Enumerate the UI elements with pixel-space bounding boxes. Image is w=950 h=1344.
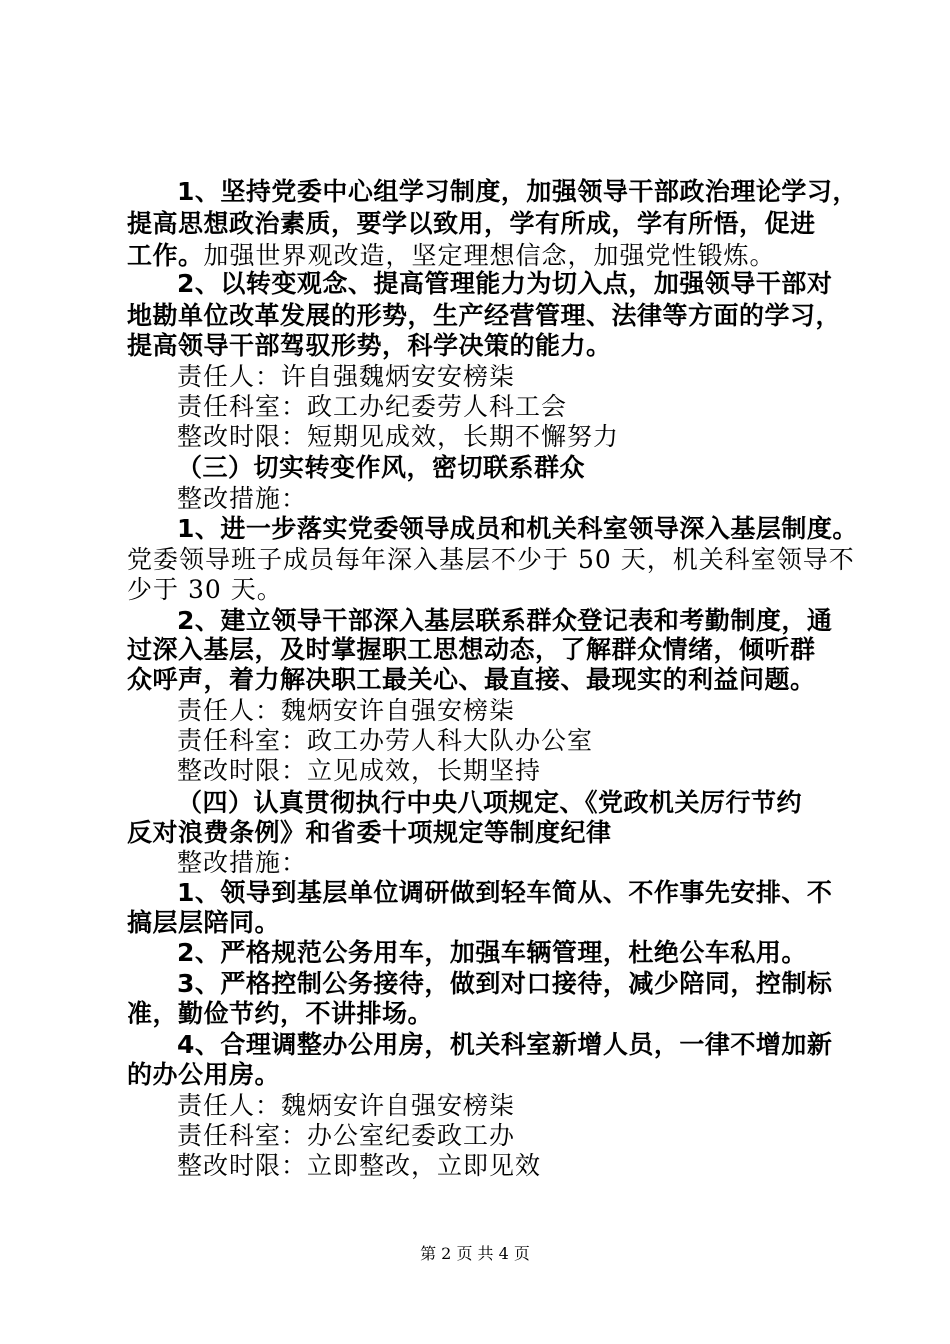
paragraph-line: 准，勤俭节约，不讲排场。 [127, 999, 434, 1028]
section-heading: （四）认真贯彻执行中央八项规定、《党政机关厉行节约 [177, 788, 803, 817]
paragraph-line: 众呼声，着力解决职工最关心、最直接、最现实的利益问题。 [127, 665, 816, 694]
paragraph-line: 2、严格规范公务用车，加强车辆管理，杜绝公车私用。 [177, 938, 807, 967]
paragraph-line: 少于 30 天。 [127, 575, 283, 604]
paragraph-line: 4、合理调整办公用房，机关科室新增人员，一律不增加新 [177, 1030, 833, 1059]
paragraph-line: 提高思想政治素质，要学以致用，学有所成，学有所悟，促进 [127, 209, 816, 238]
paragraph-line: 3、严格控制公务接待，做到对口接待，减少陪同，控制标 [177, 969, 833, 998]
paragraph-line-bold-part: 工作。 [127, 241, 204, 270]
paragraph-line: 过深入基层，及时掌握职工思想动态，了解群众情绪，倾听群 [127, 635, 816, 664]
paragraph-line: 地勘单位改革发展的形势，生产经营管理、法律等方面的学习， [127, 301, 842, 330]
paragraph-line [127, 240, 847, 271]
responsible-department: 责任科室：政工办劳人科大队办公室 [177, 726, 594, 755]
page-number-footer: 第 2 页 共 4 页 [420, 1244, 530, 1263]
paragraph-line: 提高领导干部驾驭形势，科学决策的能力。 [127, 331, 612, 360]
measures-label: 整改措施： [177, 848, 308, 877]
measures-label: 整改措施： [177, 484, 308, 513]
responsible-person: 责任人：魏炳安许自强安榜柒 [177, 696, 516, 725]
deadline: 整改时限：立见成效，长期坚持 [177, 756, 542, 785]
paragraph-line: 2、建立领导干部深入基层联系群众登记表和考勤制度，通 [177, 606, 833, 635]
responsible-department: 责任科室：办公室纪委政工办 [177, 1121, 516, 1150]
paragraph-line: 党委领导班子成员每年深入基层不少于 50 天，机关科室领导不 [127, 545, 855, 574]
responsible-department: 责任科室：政工办纪委劳人科工会 [177, 392, 568, 421]
deadline: 整改时限：短期见成效，长期不懈努力 [177, 422, 620, 451]
paragraph-line: 1、进一步落实党委领导成员和机关科室领导深入基层制度。 [177, 514, 858, 543]
deadline: 整改时限：立即整改，立即见效 [177, 1151, 542, 1180]
paragraph-line: 搞层层陪同。 [127, 908, 281, 937]
responsible-person: 责任人：魏炳安许自强安榜柒 [177, 1091, 516, 1120]
paragraph-line: 2、以转变观念、提高管理能力为切入点，加强领导干部对 [177, 269, 833, 298]
paragraph-line: 的办公用房。 [127, 1060, 281, 1089]
responsible-person: 责任人：许自强魏炳安安榜柒 [177, 362, 516, 391]
paragraph-line: 1、领导到基层单位调研做到轻车简从、不作事先安排、不 [177, 878, 833, 907]
paragraph-line: 1、坚持党委中心组学习制度，加强领导干部政治理论学习， [177, 177, 858, 206]
paragraph-line-plain-part: 加强世界观改造，坚定理想信念，加强党性锻炼。 [203, 241, 776, 270]
section-heading-continued: 反对浪费条例》和省委十项规定等制度纪律 [127, 818, 612, 847]
section-heading: （三）切实转变作风，密切联系群众 [177, 453, 586, 482]
